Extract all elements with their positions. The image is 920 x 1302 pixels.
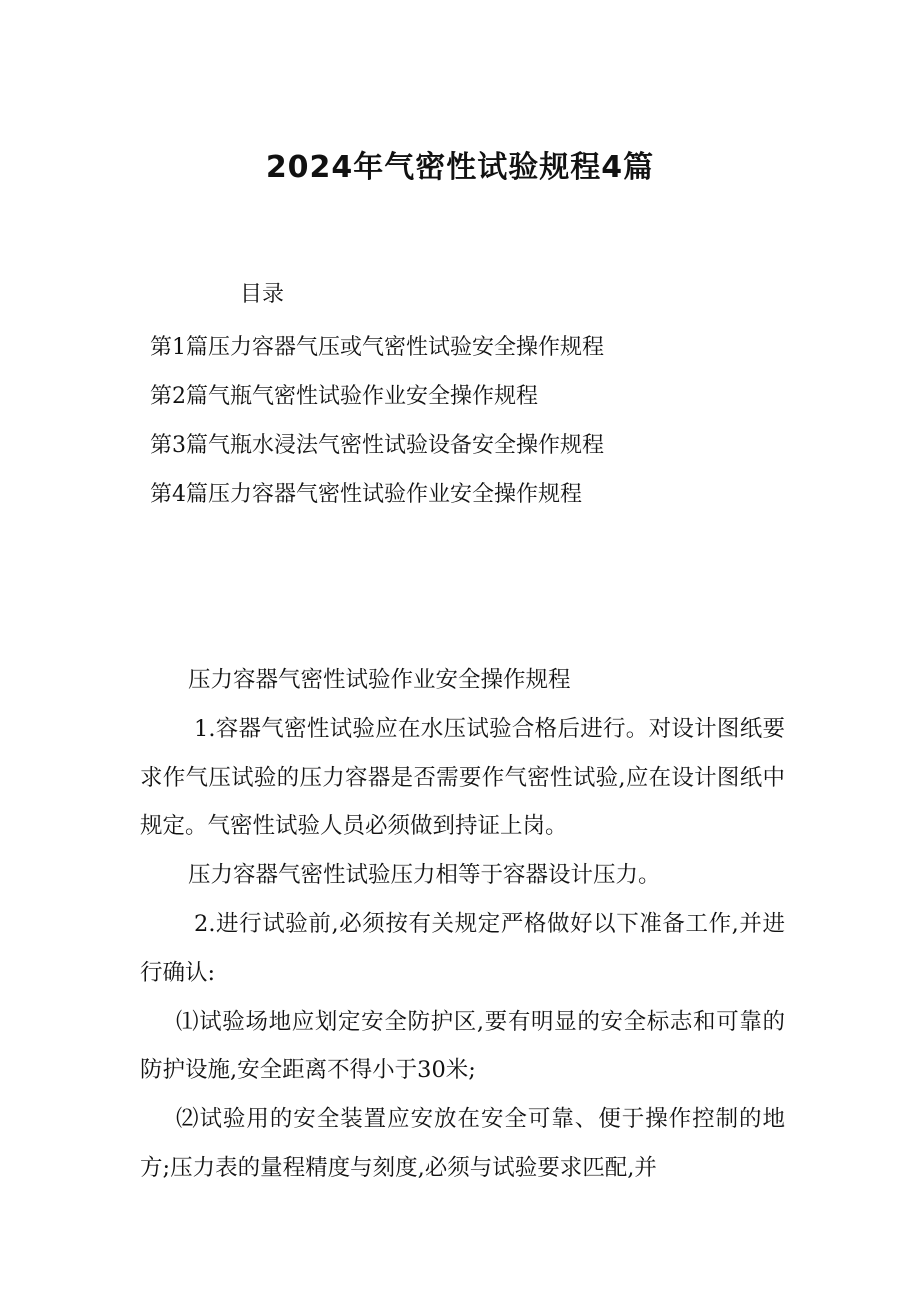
paragraph-3: 2.进行试验前,必须按有关规定严格做好以下准备工作,并进行确认: [140,910,785,986]
document-title: 2024年气密性试验规程4篇 [265,150,655,185]
section-title: 压力容器气密性试验作业安全操作规程 [188,667,571,693]
toc-heading: 目录 [240,282,285,307]
toc-item-2: 第2篇气瓶气密性试验作业安全操作规程 [150,384,538,409]
table-of-contents [150,323,604,519]
document-body [140,656,785,1193]
paragraph-4: ⑴试验场地应划定安全防护区,要有明显的安全标志和可靠的防护设施,安全距离不得小于30米; [140,1008,785,1084]
toc-item-4: 第4篇压力容器气密性试验作业安全操作规程 [150,482,582,507]
toc-item-1: 第1篇压力容器气压或气密性试验安全操作规程 [150,335,604,360]
toc-item-3: 第3篇气瓶水浸法气密性试验设备安全操作规程 [150,433,604,458]
paragraph-1: 1.容器气密性试验应在水压试验合格后进行。对设计图纸要求作气压试验的压力容器是否需要作气密性试验,应在设计图纸中规定。气密性试验人员必须做到持证上岗。 [140,715,785,840]
paragraph-5: ⑵试验用的安全装置应安放在安全可靠、便于操作控制的地方;压力表的量程精度与刻度,必须与试验要求匹配,并 [140,1106,785,1181]
paragraph-2: 压力容器气密性试验压力相等于容器设计压力。 [188,862,661,889]
